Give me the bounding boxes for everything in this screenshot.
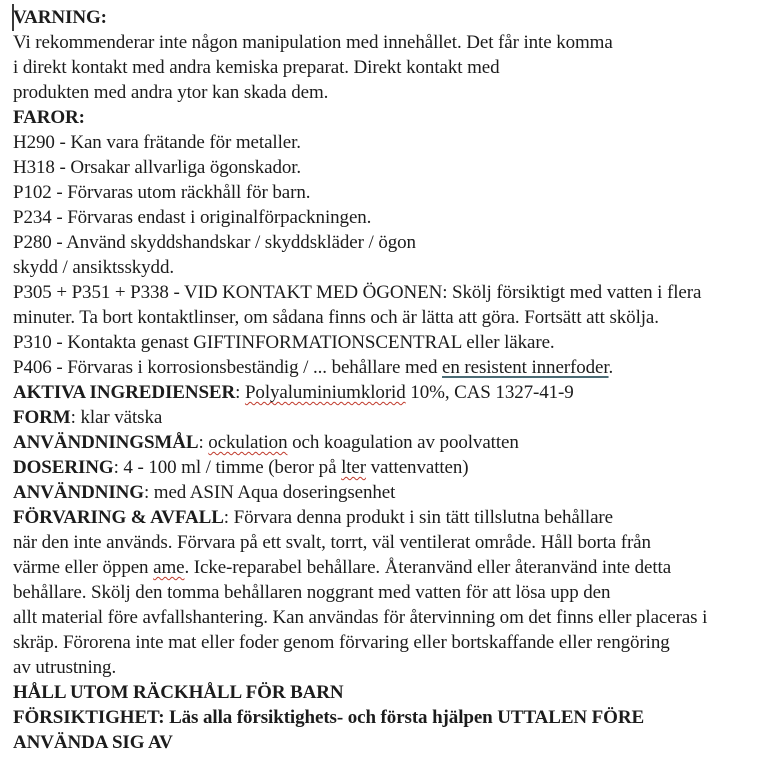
text-line[interactable] — [13, 580, 769, 605]
text-segment: 10%, CAS 1327-41-9 — [405, 382, 574, 403]
text-segment: skräp. Förorena inte mat eller foder genom förvaring eller bortskaffande eller rengöring — [13, 632, 670, 653]
text-line[interactable] — [13, 505, 769, 530]
text-segment: Vi rekommenderar inte någon manipulation med innehållet. Det får inte komma — [13, 32, 613, 53]
text-segment: : — [235, 382, 245, 403]
text-line[interactable] — [13, 655, 769, 680]
text-segment: en resistent innerfoder — [442, 357, 609, 378]
spell-error-text: lter — [341, 457, 366, 478]
text-line[interactable] — [13, 730, 769, 755]
text-line[interactable] — [13, 355, 769, 380]
text-segment: : med ASIN Aqua doseringsenhet — [143, 482, 396, 503]
text-line[interactable] — [13, 605, 769, 630]
text-line[interactable] — [13, 630, 769, 655]
text-segment: . — [608, 357, 614, 378]
text-line[interactable] — [13, 80, 769, 105]
heading-text: ANVÄNDNING — [13, 482, 144, 503]
text-line[interactable] — [13, 155, 769, 180]
text-segment: P305 + P351 + P338 - VID KONTAKT MED ÖGONEN: Skölj försiktigt med vatten i flera — [13, 282, 702, 303]
text-line[interactable] — [13, 180, 769, 205]
text-line[interactable] — [13, 680, 769, 705]
text-line[interactable] — [13, 105, 769, 130]
text-line[interactable] — [13, 305, 769, 330]
spell-error-text: ockulation — [208, 432, 288, 453]
text-segment: värme eller öppen — [13, 557, 154, 578]
text-segment: P102 - Förvaras utom räckhåll för barn. — [13, 182, 311, 203]
text-line[interactable] — [13, 555, 769, 580]
text-segment: av utrustning. — [13, 657, 117, 678]
heading-text: FÖRVARING & AVFALL — [13, 507, 224, 528]
text-line[interactable] — [13, 455, 769, 480]
text-segment: . Icke-reparabel behållare. Återanvänd eller återanvänd inte detta — [184, 557, 672, 578]
text-line[interactable] — [13, 230, 769, 255]
text-line[interactable] — [13, 5, 769, 30]
heading-text: HÅLL UTOM RÄCKHÅLL FÖR BARN — [13, 682, 344, 703]
text-segment: när den inte används. Förvara på ett svalt, torrt, väl ventilerat område. Håll borta från — [13, 532, 651, 553]
heading-text: ANVÄNDA SIG AV — [13, 732, 173, 753]
text-segment: behållare. Skölj den tomma behållaren noggrant med vatten för att lösa upp den — [13, 582, 611, 603]
text-line[interactable] — [13, 480, 769, 505]
heading-text: FAROR: — [13, 107, 85, 128]
text-line[interactable] — [13, 255, 769, 280]
text-segment: : klar vätska — [70, 407, 163, 428]
text-cursor — [12, 4, 14, 31]
spell-error-text: ame — [153, 557, 185, 578]
text-segment: : 4 - 100 ml / timme (beror på — [113, 457, 342, 478]
text-segment: P280 - Använd skyddshandskar / skyddskläder / ögon — [13, 232, 416, 253]
text-line[interactable] — [13, 55, 769, 80]
text-segment: i direkt kontakt med andra kemiska preparat. Direkt kontakt med — [13, 57, 500, 78]
text-segment: H290 - Kan vara frätande för metaller. — [13, 132, 301, 153]
text-line[interactable] — [13, 530, 769, 555]
text-segment: och koagulation av poolvatten — [287, 432, 519, 453]
spell-error-text: Polyaluminiumklorid — [244, 382, 406, 403]
heading-text: ANVÄNDNINGSMÅL — [13, 432, 199, 453]
heading-text: VARNING: — [13, 7, 107, 28]
text-segment: P406 - Förvaras i korrosionsbeständig / ... behållare med — [13, 357, 443, 378]
text-line[interactable] — [13, 405, 769, 430]
text-segment: : — [198, 432, 209, 453]
text-segment: P234 - Förvaras endast i originalförpackningen. — [13, 207, 372, 228]
heading-text: FORM — [13, 407, 71, 428]
text-line[interactable] — [13, 380, 769, 405]
text-segment: : Förvara denna produkt i sin tätt tillslutna behållare — [223, 507, 613, 528]
heading-text: FÖRSIKTIGHET: Läs alla försiktighets- och första hjälpen UTTALEN FÖRE — [13, 707, 645, 728]
text-line[interactable] — [13, 30, 769, 55]
text-segment: vattenvatten) — [365, 457, 469, 478]
text-segment: allt material före avfallshantering. Kan användas för återvinning om det finns eller placeras i — [13, 607, 708, 628]
text-line[interactable] — [13, 130, 769, 155]
heading-text: DOSERING — [13, 457, 114, 478]
text-line[interactable] — [13, 430, 769, 455]
text-line[interactable] — [13, 205, 769, 230]
text-segment: H318 - Orsakar allvarliga ögonskador. — [13, 157, 302, 178]
text-segment: produkten med andra ytor kan skada dem. — [13, 82, 329, 103]
text-segment: P310 - Kontakta genast GIFTINFORMATIONSCENTRAL eller läkare. — [13, 332, 555, 353]
text-segment: skydd / ansiktsskydd. — [13, 257, 174, 278]
text-line[interactable] — [13, 280, 769, 305]
heading-text: AKTIVA INGREDIENSER — [13, 382, 236, 403]
text-segment: minuter. Ta bort kontaktlinser, om sådana finns och är lätta att göra. Fortsätt att skölja. — [13, 307, 659, 328]
text-line[interactable] — [13, 705, 769, 730]
text-line[interactable] — [13, 330, 769, 355]
